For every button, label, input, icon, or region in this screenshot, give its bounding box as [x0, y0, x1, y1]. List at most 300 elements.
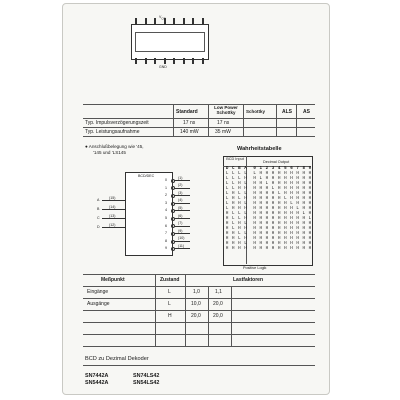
- truth-table-cell: H: [284, 182, 287, 186]
- truth-table-cell: L: [290, 202, 293, 206]
- truth-table-cell: H: [308, 227, 312, 231]
- truth-table-cell: H: [308, 247, 312, 251]
- truth-table-cell: H: [302, 182, 306, 186]
- truth-table-cell: L: [244, 242, 247, 246]
- truth-table-cell: H: [296, 227, 299, 231]
- truth-table-cell: H: [277, 247, 281, 251]
- truth-table-cell: H: [265, 177, 269, 181]
- truth-table-cell: H: [290, 197, 293, 201]
- truth-table-cell: L: [271, 187, 275, 191]
- truth-table-cell: H: [253, 242, 256, 246]
- truth-table-cell: H: [302, 177, 306, 181]
- truth-table-cell: H: [302, 222, 306, 226]
- dip-pin-bottom: [183, 58, 185, 64]
- truth-table-cell: L: [238, 237, 241, 241]
- ic-input-label: D: [97, 225, 100, 229]
- dip-package-drawing: $V_{CC}$ GND: [123, 12, 215, 72]
- truth-table-cell: H: [259, 197, 263, 201]
- truth-table-cell: L: [225, 182, 229, 186]
- truth-table-cell: L: [225, 207, 229, 211]
- truth-table-cell: L: [277, 192, 281, 196]
- truth-table-cell: H: [238, 207, 241, 211]
- truth-table-col-header: 8: [302, 167, 306, 171]
- truth-table-cell: H: [265, 227, 269, 231]
- truth-table-cell: H: [238, 202, 241, 206]
- truth-table-cell: H: [284, 207, 287, 211]
- truth-table-cell: L: [244, 202, 247, 206]
- ic-output-line: [174, 241, 190, 242]
- truth-table-cell: H: [271, 237, 275, 241]
- truth-table-col-header: C: [231, 167, 235, 171]
- truth-table-cell: L: [244, 182, 247, 186]
- part-sn5442a: SN5442A: [85, 380, 109, 386]
- truth-table-cell: H: [259, 227, 263, 231]
- truth-table-cell: H: [265, 247, 269, 251]
- truth-table-cell: H: [296, 197, 299, 201]
- truth-table-cell: H: [238, 182, 241, 186]
- truth-table-cell: L: [225, 202, 229, 206]
- truth-table-cell: H: [296, 187, 299, 191]
- truth-table-cell: H: [290, 212, 293, 216]
- truth-table-cell: H: [308, 212, 312, 216]
- decimal-output-header: Decimal Output: [263, 160, 290, 164]
- truth-table-cell: H: [284, 247, 287, 251]
- truth-table-cell: H: [271, 227, 275, 231]
- truth-table-cell: H: [296, 172, 299, 176]
- truth-table-cell: H: [302, 227, 306, 231]
- truth-table-cell: H: [259, 187, 263, 191]
- truth-table-cell: H: [296, 202, 299, 206]
- col-lastfaktoren: Lastfaktoren: [233, 277, 264, 283]
- truth-table-cell: L: [225, 177, 229, 181]
- truth-table-title: Wahrheitstabelle: [237, 146, 282, 152]
- ic-title: BCD/DEC: [138, 174, 155, 178]
- truth-table-cell: H: [302, 247, 306, 251]
- truth-table-cell: H: [308, 177, 312, 181]
- truth-table-cell: H: [231, 197, 235, 201]
- truth-table-cell: H: [290, 247, 293, 251]
- load-row-3-v2: 20,0: [213, 313, 223, 319]
- ic-input-pin-number: (13): [109, 213, 116, 218]
- truth-table-cell: H: [259, 172, 263, 176]
- truth-table-cell: H: [277, 202, 281, 206]
- truth-table-cell: H: [296, 212, 299, 216]
- truth-table-cell: H: [290, 242, 293, 246]
- truth-table-cell: H: [259, 192, 263, 196]
- dip-pin-bottom: [135, 58, 137, 64]
- col-zustand: Zustand: [160, 277, 180, 283]
- dip-pin-top: [173, 18, 175, 24]
- truth-table-cell: H: [271, 182, 275, 186]
- truth-table-cell: H: [284, 232, 287, 236]
- truth-table-cell: H: [244, 187, 247, 191]
- truth-table-cell: H: [290, 192, 293, 196]
- truth-table-cell: H: [290, 172, 293, 176]
- truth-table-cell: H: [284, 202, 287, 206]
- truth-table-cell: H: [238, 222, 241, 226]
- ic-output-index: 4: [165, 208, 167, 213]
- load-row-3-v1: 20,0: [191, 313, 201, 319]
- truth-table-cell: L: [308, 217, 312, 221]
- truth-table-cell: H: [290, 182, 293, 186]
- truth-table-cell: H: [244, 197, 247, 201]
- truth-table-cell: H: [284, 187, 287, 191]
- truth-table-cell: H: [271, 172, 275, 176]
- truth-table-cell: H: [259, 217, 263, 221]
- truth-table-cell: H: [225, 222, 229, 226]
- ic-output-pin-number: (4): [178, 198, 183, 203]
- truth-table-cell: H: [265, 172, 269, 176]
- truth-table-col-header: 5: [284, 167, 287, 171]
- truth-table-cell: H: [290, 187, 293, 191]
- truth-table-cell: H: [225, 217, 229, 221]
- load-row-2-point: Ausgänge: [87, 301, 110, 307]
- ic-output-index: 2: [165, 193, 167, 198]
- ic-output-line: [174, 203, 190, 204]
- ic-output-index: 1: [165, 185, 167, 190]
- truth-table-cell: H: [308, 182, 312, 186]
- truth-table-cell: L: [238, 172, 241, 176]
- truth-table-cell: H: [277, 227, 281, 231]
- load-row-2-state: L: [168, 301, 171, 307]
- truth-table-cell: L: [231, 177, 235, 181]
- truth-table-cell: H: [253, 207, 256, 211]
- ic-input-pin-number: (15): [109, 195, 116, 200]
- truth-table-cell: L: [244, 212, 247, 216]
- truth-table-cell: H: [277, 217, 281, 221]
- ic-output-pin-number: (7): [178, 221, 183, 226]
- truth-table-cell: L: [231, 187, 235, 191]
- ic-output-pin-number: (9): [178, 228, 183, 233]
- dip-pin-bottom: [173, 58, 175, 64]
- truth-table-cell: H: [259, 202, 263, 206]
- truth-table-col-header: B: [238, 167, 241, 171]
- truth-table-cell: H: [253, 212, 256, 216]
- truth-table-cell: H: [238, 242, 241, 246]
- truth-table-cell: H: [253, 217, 256, 221]
- row-delay-std: 17 ns: [183, 120, 196, 126]
- dip-pin-bottom: [202, 58, 204, 64]
- truth-table-cell: H: [277, 177, 281, 181]
- truth-table-cell: H: [284, 212, 287, 216]
- load-row-1-point: Eingänge: [87, 289, 109, 295]
- truth-table-cell: H: [259, 182, 263, 186]
- truth-table-cell: L: [253, 172, 256, 176]
- truth-table-col-header: 9: [308, 167, 312, 171]
- ic-output-pin-number: (1): [178, 175, 183, 180]
- ic-input-line: [102, 218, 125, 219]
- truth-table-cell: H: [225, 242, 229, 246]
- truth-table-cell: L: [238, 192, 241, 196]
- ic-output-line: [174, 188, 190, 189]
- truth-table-cell: H: [259, 212, 263, 216]
- truth-table-cell: H: [302, 202, 306, 206]
- truth-table-cell: H: [296, 192, 299, 196]
- truth-table-cell: H: [271, 177, 275, 181]
- ic-output-line: [174, 233, 190, 234]
- truth-table-cell: H: [225, 232, 229, 236]
- truth-table-cell: H: [253, 227, 256, 231]
- truth-table-cell: H: [244, 247, 247, 251]
- ic-output-line: [174, 195, 190, 196]
- load-row-3-state: H: [168, 313, 172, 319]
- truth-table-cell: H: [308, 207, 312, 211]
- col-als: ALS: [282, 109, 292, 115]
- truth-table: [213, 144, 313, 269]
- truth-table-cell: H: [302, 207, 306, 211]
- ic-output-line: [174, 210, 190, 211]
- truth-table-cell: L: [265, 182, 269, 186]
- truth-table-cell: H: [244, 217, 247, 221]
- truth-table-cell: H: [277, 232, 281, 236]
- truth-table-cell: L: [225, 197, 229, 201]
- truth-table-cell: H: [271, 192, 275, 196]
- truth-table-cell: H: [308, 202, 312, 206]
- truth-table-row: [224, 247, 313, 252]
- truth-table-cell: H: [265, 237, 269, 241]
- load-row-1-v2: 1,1: [215, 289, 222, 295]
- truth-table-cell: H: [308, 232, 312, 236]
- truth-table-cell: H: [296, 217, 299, 221]
- truth-table-cell: H: [259, 247, 263, 251]
- ic-input-line: [102, 209, 125, 210]
- truth-table-cell: H: [244, 207, 247, 211]
- pinout-note-line2: '145 und 'LS145: [93, 150, 126, 155]
- truth-table-cell: L: [302, 212, 306, 216]
- truth-table-cell: H: [308, 172, 312, 176]
- col-standard: Standard: [176, 109, 198, 115]
- truth-table-cell: H: [277, 187, 281, 191]
- truth-table-cell: H: [290, 207, 293, 211]
- truth-table-cell: H: [302, 172, 306, 176]
- truth-table-cell: H: [231, 192, 235, 196]
- truth-table-cell: H: [296, 177, 299, 181]
- truth-table-col-header: 7: [296, 167, 299, 171]
- ic-output-pin-number: (6): [178, 213, 183, 218]
- part-sn54ls42: SN54LS42: [133, 380, 160, 386]
- truth-table-cell: H: [277, 172, 281, 176]
- truth-table-cell: H: [302, 197, 306, 201]
- truth-table-cell: H: [231, 202, 235, 206]
- ic-logic-symbol: [93, 164, 193, 264]
- truth-table-cell: L: [231, 217, 235, 221]
- truth-table-cell: H: [308, 222, 312, 226]
- truth-table-cell: L: [238, 212, 241, 216]
- ic-output-pin-number: (10): [178, 236, 185, 241]
- truth-table-cell: H: [259, 207, 263, 211]
- truth-table-cell: H: [290, 237, 293, 241]
- ic-output-index: 6: [165, 223, 167, 228]
- truth-table-cell: L: [225, 187, 229, 191]
- truth-table-cell: L: [238, 217, 241, 221]
- ic-output-index: 3: [165, 200, 167, 205]
- truth-table-cell: H: [290, 217, 293, 221]
- truth-table-cell: H: [265, 222, 269, 226]
- truth-table-cell: H: [284, 227, 287, 231]
- truth-table-cell: L: [225, 192, 229, 196]
- truth-table-cell: H: [277, 182, 281, 186]
- ic-input-line: [102, 200, 125, 201]
- ic-output-index: 8: [165, 238, 167, 243]
- truth-table-cell: H: [284, 192, 287, 196]
- truth-table-cell: H: [253, 237, 256, 241]
- truth-table-cell: H: [308, 242, 312, 246]
- col-as: AS: [303, 109, 310, 115]
- ic-input-label: C: [97, 216, 100, 220]
- truth-table-cell: H: [265, 197, 269, 201]
- truth-table-cell: H: [296, 232, 299, 236]
- dip-pin-bottom: [145, 58, 147, 64]
- truth-table-cell: H: [277, 197, 281, 201]
- truth-table-cell: L: [238, 177, 241, 181]
- truth-table-cell: H: [259, 232, 263, 236]
- truth-table-cell: H: [253, 187, 256, 191]
- truth-table-cell: H: [271, 207, 275, 211]
- device-description: BCD zu Dezimal Dekoder: [85, 356, 149, 362]
- truth-table-cell: H: [308, 237, 312, 241]
- dip-pin-top: [202, 18, 204, 24]
- truth-table-col-header: 4: [277, 167, 281, 171]
- row-power-std: 140 mW: [180, 129, 199, 135]
- load-row-1-state: L: [168, 289, 171, 295]
- truth-table-cell: H: [265, 212, 269, 216]
- truth-table-cell: L: [244, 192, 247, 196]
- truth-table-cell: L: [231, 227, 235, 231]
- truth-table-cell: H: [277, 222, 281, 226]
- truth-table-cell: H: [271, 212, 275, 216]
- ic-output-line: [174, 180, 190, 181]
- row-power-lp: 35 mW: [215, 129, 231, 135]
- ic-output-pin-number: (11): [178, 243, 185, 248]
- truth-table-cell: L: [296, 207, 299, 211]
- ic-output-line: [174, 226, 190, 227]
- truth-table-cell: H: [296, 242, 299, 246]
- truth-table-cell: H: [296, 247, 299, 251]
- truth-table-col-header: D: [225, 167, 229, 171]
- truth-table-cell: H: [302, 217, 306, 221]
- truth-table-col-header: 3: [271, 167, 275, 171]
- truth-table-cell: H: [271, 217, 275, 221]
- load-row-2-v2: 20,0: [213, 301, 223, 307]
- truth-table-cell: H: [271, 197, 275, 201]
- truth-table-cell: H: [290, 232, 293, 236]
- truth-table-cell: H: [253, 182, 256, 186]
- truth-table-cell: L: [238, 197, 241, 201]
- truth-table-cell: H: [308, 197, 312, 201]
- ic-input-label: B: [97, 207, 100, 211]
- truth-table-cell: H: [225, 247, 229, 251]
- truth-table-cell: H: [265, 207, 269, 211]
- dip-pin-top: [145, 18, 147, 24]
- truth-table-cell: H: [231, 207, 235, 211]
- truth-table-cell: H: [308, 192, 312, 196]
- truth-table-cell: H: [302, 192, 306, 196]
- truth-table-cell: L: [244, 232, 247, 236]
- truth-table-cell: H: [277, 242, 281, 246]
- truth-table-col-header: 1: [259, 167, 263, 171]
- truth-table-col-header: 6: [290, 167, 293, 171]
- truth-table-cell: H: [259, 242, 263, 246]
- ic-output-pin-number: (3): [178, 190, 183, 195]
- truth-table-cell: H: [277, 237, 281, 241]
- truth-table-cell: H: [284, 172, 287, 176]
- dip-pin-top: [183, 18, 185, 24]
- truth-table-cell: L: [231, 182, 235, 186]
- truth-table-cell: H: [225, 212, 229, 216]
- truth-table-cell: H: [302, 232, 306, 236]
- truth-table-cell: H: [271, 247, 275, 251]
- row-power-label: Typ. Leistungsaufnahme: [85, 129, 140, 135]
- row-delay-label: Typ. Impulsverzögerungszeit: [85, 120, 149, 126]
- truth-table-col-header: 0: [253, 167, 256, 171]
- truth-table-cell: H: [238, 187, 241, 191]
- dip-pin-top: [154, 18, 156, 24]
- truth-table-cell: H: [302, 187, 306, 191]
- truth-table-cell: H: [296, 237, 299, 241]
- truth-table-cell: H: [277, 207, 281, 211]
- truth-table-cell: L: [238, 232, 241, 236]
- truth-table-cell: H: [259, 222, 263, 226]
- ic-output-line: [174, 248, 190, 249]
- truth-table-col-header: 2: [265, 167, 269, 171]
- truth-table-cell: H: [277, 212, 281, 216]
- dip-pin-top: [135, 18, 137, 24]
- truth-table-cell: H: [244, 177, 247, 181]
- col-low-power: Low Power Schottky: [214, 105, 238, 115]
- truth-table-cell: L: [231, 212, 235, 216]
- truth-table-cell: H: [238, 247, 241, 251]
- truth-table-cell: H: [271, 232, 275, 236]
- truth-table-cell: L: [231, 222, 235, 226]
- truth-table-footer: Positive Logik: [243, 266, 267, 270]
- truth-table-cell: H: [271, 242, 275, 246]
- truth-table-cell: H: [225, 237, 229, 241]
- truth-table-cell: H: [290, 177, 293, 181]
- row-delay-lp: 17 ns: [217, 120, 230, 126]
- truth-table-cell: H: [253, 232, 256, 236]
- truth-table-cell: L: [231, 172, 235, 176]
- truth-table-cell: H: [259, 237, 263, 241]
- ic-output-pin-number: (2): [178, 183, 183, 188]
- truth-table-cell: L: [225, 172, 229, 176]
- truth-table-cell: H: [231, 237, 235, 241]
- truth-table-cell: H: [271, 202, 275, 206]
- truth-table-cell: H: [284, 237, 287, 241]
- truth-table-cell: H: [253, 247, 256, 251]
- ic-output-index: 9: [165, 246, 167, 251]
- ic-input-pin-number: (12): [109, 222, 116, 227]
- truth-table-cell: H: [284, 217, 287, 221]
- datasheet-card: [62, 3, 330, 395]
- truth-table-cell: H: [253, 177, 256, 181]
- bcd-input-header: BCD Input: [226, 157, 244, 161]
- ic-output-index: 0: [165, 178, 167, 182]
- truth-table-cell: H: [225, 227, 229, 231]
- truth-table-cell: L: [244, 172, 247, 176]
- truth-table-cell: H: [271, 222, 275, 226]
- ic-output-index: 7: [165, 231, 167, 236]
- truth-table-cell: H: [290, 222, 293, 226]
- truth-table-cell: H: [265, 232, 269, 236]
- truth-table-cell: H: [244, 227, 247, 231]
- truth-table-cell: H: [290, 227, 293, 231]
- truth-table-col-header: A: [244, 167, 247, 171]
- truth-table-cell: H: [253, 197, 256, 201]
- ic-output-line: [174, 218, 190, 219]
- truth-table-cell: H: [265, 192, 269, 196]
- ic-input-line: [102, 227, 125, 228]
- dip-pin-top: [192, 18, 194, 24]
